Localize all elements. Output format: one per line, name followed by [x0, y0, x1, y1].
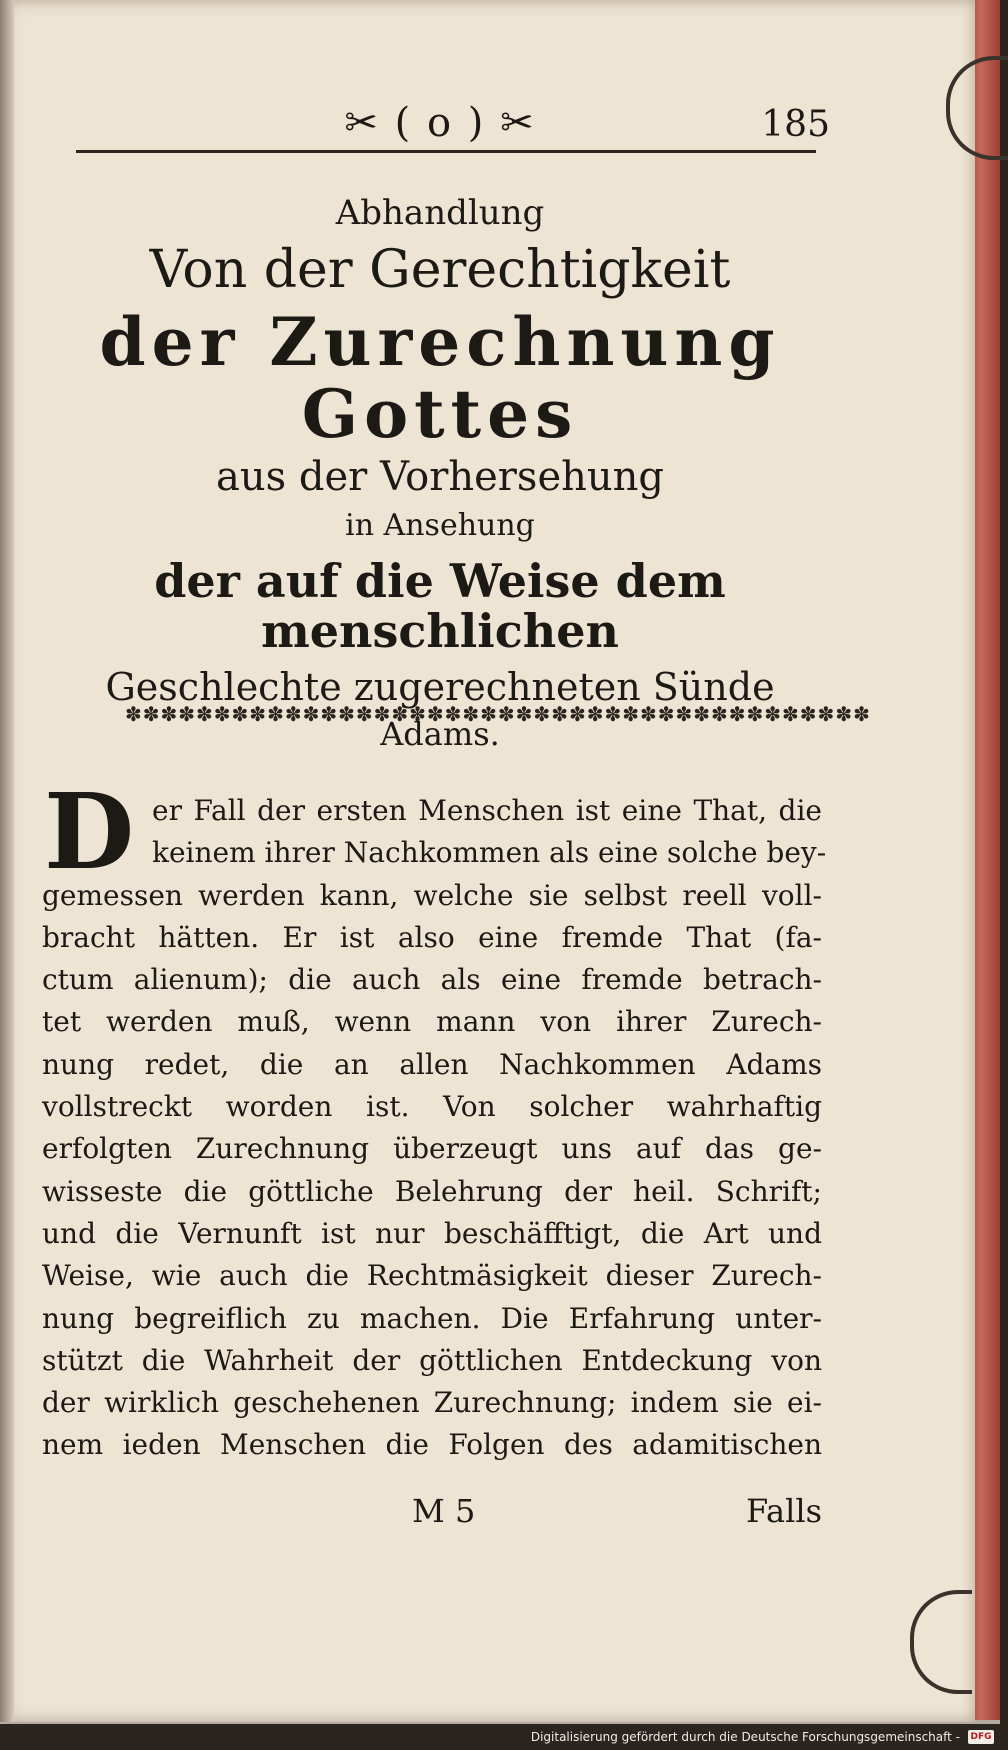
drop-capital: D	[44, 770, 135, 893]
title-line-5: in Ansehung	[345, 507, 535, 543]
title-line-4: aus der Vorhersehung	[215, 453, 665, 500]
signature-mark: M 5	[412, 1492, 476, 1530]
title-line-8: Adams.	[380, 714, 500, 753]
body-line: ctum alienum); die auch als eine fremde betrach-	[42, 963, 822, 997]
body-line: vollstreckt worden ist. Von solcher wahrhaftig	[42, 1090, 822, 1124]
body-text	[42, 790, 827, 1467]
body-line: er Fall der ersten Menschen ist eine That, die	[152, 794, 822, 827]
page-footer	[42, 1492, 822, 1536]
ornamental-divider: ✽✽✽✽✽✽✽✽✽✽✽✽✽✽✽✽✽✽✽✽✽✽✽✽✽✽✽✽✽✽✽✽✽✽✽✽✽✽✽✽✽✽	[125, 702, 871, 726]
title-block	[40, 193, 871, 753]
title-line-2: Von der Gerechtigkeit	[149, 240, 731, 301]
body-line: tet werden muß, wenn mann von ihrer Zurech-	[42, 1005, 822, 1039]
body-line: Weise, wie auch die Rechtmäsigkeit dieser Zurech-	[42, 1259, 822, 1293]
body-line: bracht hätten. Er ist also eine fremde That (fa-	[42, 920, 822, 954]
catchword: Falls	[746, 1492, 822, 1530]
dfg-logo: DFG	[968, 1730, 994, 1744]
credit-text: Digitalisierung gefördert durch die Deutsche Forschungsgemeinschaft -	[530, 1730, 960, 1744]
body-line: wisseste die göttliche Belehrung der heil. Schrift;	[42, 1174, 822, 1208]
head-ornament: ✂ ( o ) ✂	[344, 100, 536, 146]
body-line: nem ieden Menschen die Folgen des adamitischen	[42, 1428, 822, 1462]
header-rule	[76, 150, 816, 153]
body-line: der wirklich geschehenen Zurechnung; indem sie ei-	[42, 1386, 822, 1420]
title-line-1: Abhandlung	[335, 193, 545, 233]
page-number: 185	[761, 104, 830, 145]
body-line: nung redet, die an allen Nachkommen Adams	[42, 1047, 822, 1081]
body-line: erfolgten Zurechnung überzeugt uns auf das ge-	[42, 1132, 822, 1166]
title-line-7: Geschlechte zugerechneten Sünde	[105, 664, 775, 709]
title-line-6: der auf die Weise dem menschlichen	[154, 553, 726, 659]
page-gutter	[0, 0, 14, 1722]
body-line: gemessen werden kann, welche sie selbst reell voll-	[42, 878, 822, 912]
body-line: stützt die Wahrheit der göttlichen Entdeckung von	[42, 1343, 822, 1377]
digitization-credit-bar	[0, 1724, 1000, 1750]
title-line-3: der Zurechnung Gottes	[99, 302, 781, 454]
body-line: keinem ihrer Nachkommen als eine solche bey-	[152, 836, 827, 870]
body-line: und die Vernunft ist nur beschäfftigt, die Art und	[42, 1216, 822, 1250]
body-line: nung begreiflich zu machen. Die Erfahrung unter-	[42, 1301, 822, 1335]
running-head	[70, 100, 830, 146]
